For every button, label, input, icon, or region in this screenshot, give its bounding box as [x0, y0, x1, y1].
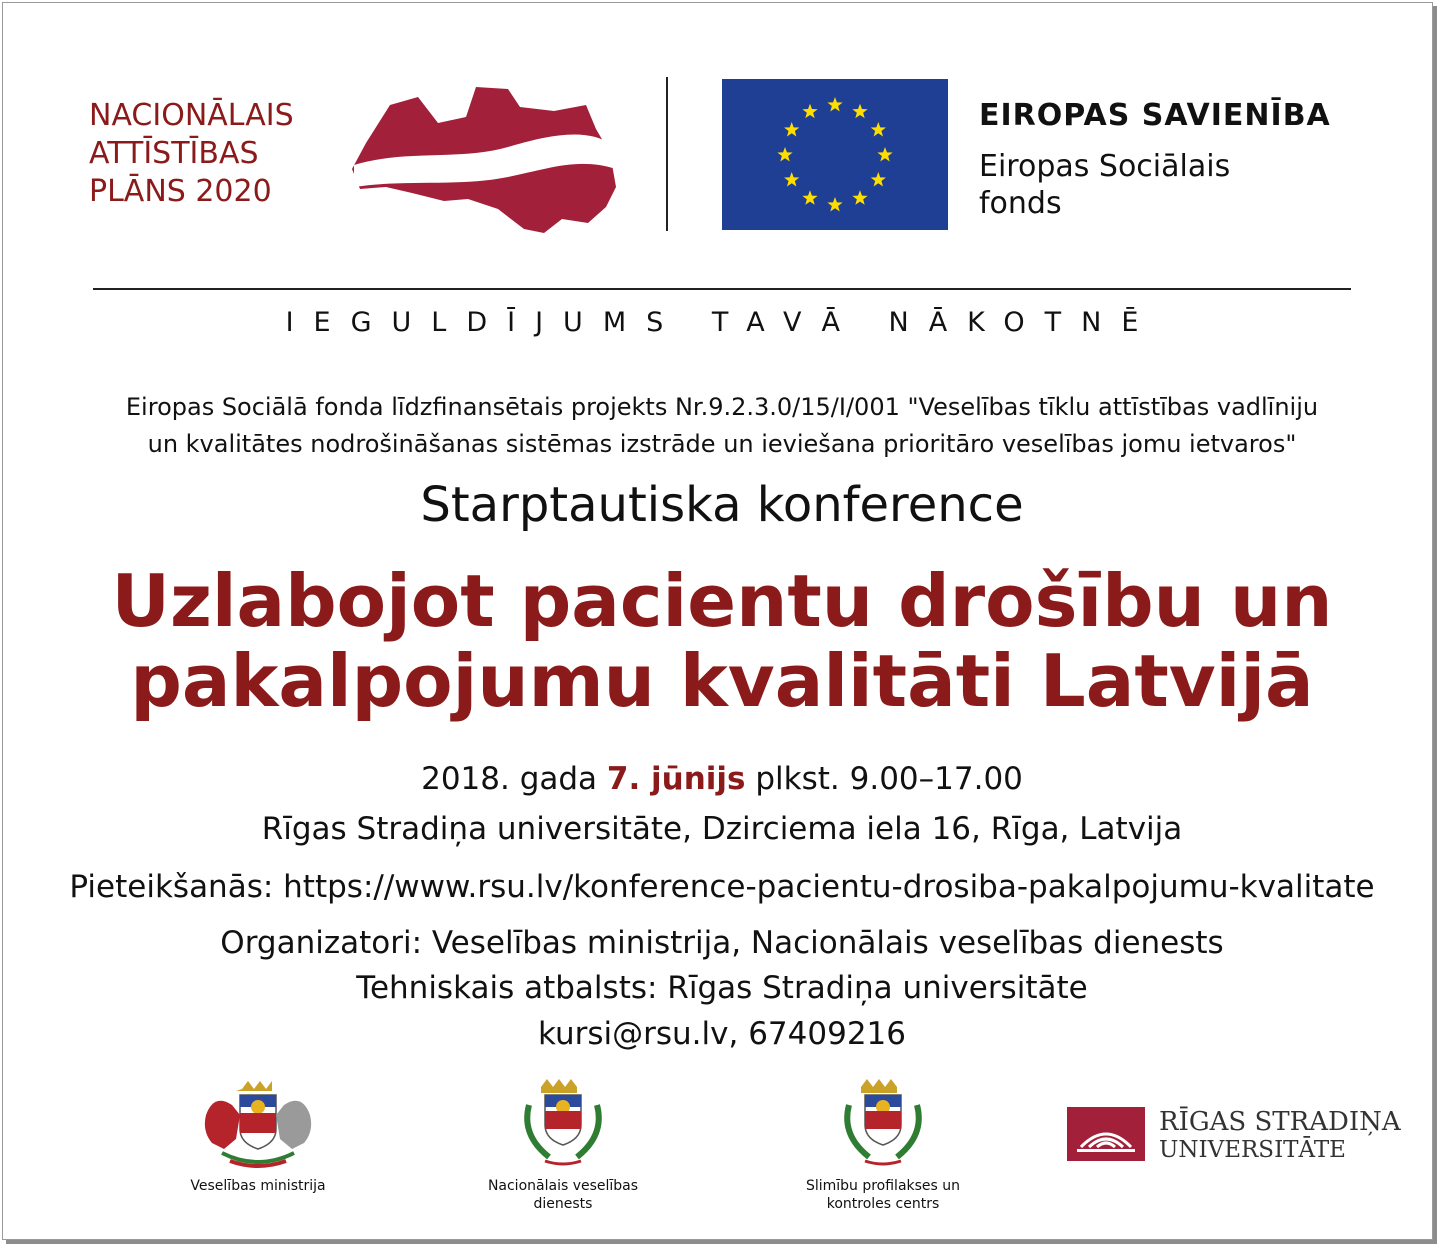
nvd-logo — [477, 1075, 649, 1213]
latvia-small-coat-of-arms-icon — [835, 1075, 931, 1169]
header-divider — [666, 77, 668, 231]
vm-logo — [173, 1075, 343, 1195]
nvd-caption-line-2: dienests — [533, 1196, 593, 1212]
nvd-caption-line-1: Nacionālais veselības — [487, 1178, 639, 1194]
contact-line: kursi@rsu.lv, 67409216 — [537, 1016, 906, 1052]
horizontal-rule — [93, 288, 1351, 290]
nap-line-1: NACIONĀLAIS — [89, 98, 294, 133]
date-highlight: 7. jūnijs — [606, 761, 746, 797]
date-time-line — [43, 761, 1401, 797]
latvia-small-coat-of-arms-icon — [515, 1075, 611, 1169]
project-line-2: un kvalitātes nodrošināšanas sistēmas izstrāde un ieviešana prioritāro veselības jomu ietvaros" — [147, 430, 1297, 458]
eu-fund-name — [979, 148, 1230, 222]
eu-title: EIROPAS SAVIENĪBA — [979, 98, 1331, 133]
rsu-name-line-1: RĪGAS STRADIŅA — [1159, 1107, 1401, 1137]
date-suffix: plkst. 9.00–17.00 — [745, 761, 1023, 797]
date-prefix: 2018. gada — [421, 761, 607, 797]
tagline: IEGULDĪJUMS TAVĀ NĀKOTNĒ — [285, 307, 1159, 338]
conference-label: Starptautiska konference — [420, 477, 1024, 533]
conference-title-line-2: pakalpojumu kvalitāti Latvijā — [130, 639, 1314, 723]
vm-caption — [173, 1177, 343, 1195]
nap-logo-text — [89, 97, 294, 211]
conference-title — [43, 561, 1401, 721]
spkc-caption-line-1: Slimību profilakses un — [805, 1178, 961, 1194]
registration-link[interactable]: Pieteikšanās: https://www.rsu.lv/konference-pacientu-drosiba-pakalpojumu-kvalitate — [69, 869, 1375, 905]
spkc-caption — [791, 1177, 975, 1213]
venue-line: Rīgas Stradiņa universitāte, Dzirciema iela 16, Rīga, Latvija — [261, 811, 1183, 847]
vm-caption-line: Veselības ministrija — [190, 1178, 326, 1194]
rsu-name-line-2: UNIVERSITĀTE — [1159, 1137, 1346, 1163]
eu-flag-icon — [722, 79, 948, 230]
tech-support-line: Tehniskais atbalsts: Rīgas Stradiņa universitāte — [356, 970, 1088, 1006]
eu-fund-line-2: fonds — [979, 186, 1062, 221]
nap-line-2: ATTĪSTĪBAS — [89, 136, 259, 171]
spkc-caption-line-2: kontroles centrs — [826, 1196, 940, 1212]
nvd-caption — [477, 1177, 649, 1213]
latvia-large-coat-of-arms-icon — [196, 1075, 320, 1169]
eu-fund-line-1: Eiropas Sociālais — [979, 149, 1231, 184]
project-line-1: Eiropas Sociālā fonda līdzfinansētais projekts Nr.9.2.3.0/15/I/001 "Veselības tīklu attīstības vadlīniju — [125, 393, 1319, 421]
rsu-emblem-icon — [1067, 1107, 1145, 1161]
project-description — [43, 389, 1401, 463]
conference-title-line-1: Uzlabojot pacientu drošību un — [111, 559, 1333, 643]
rsu-logo — [1067, 1105, 1401, 1165]
nap-line-3: PLĀNS 2020 — [89, 174, 272, 209]
spkc-logo — [791, 1075, 975, 1213]
organizers-line: Organizatori: Veselības ministrija, Nacionālais veselības dienests — [220, 925, 1224, 961]
poster-frame — [2, 2, 1433, 1240]
latvia-map-icon — [348, 83, 620, 235]
